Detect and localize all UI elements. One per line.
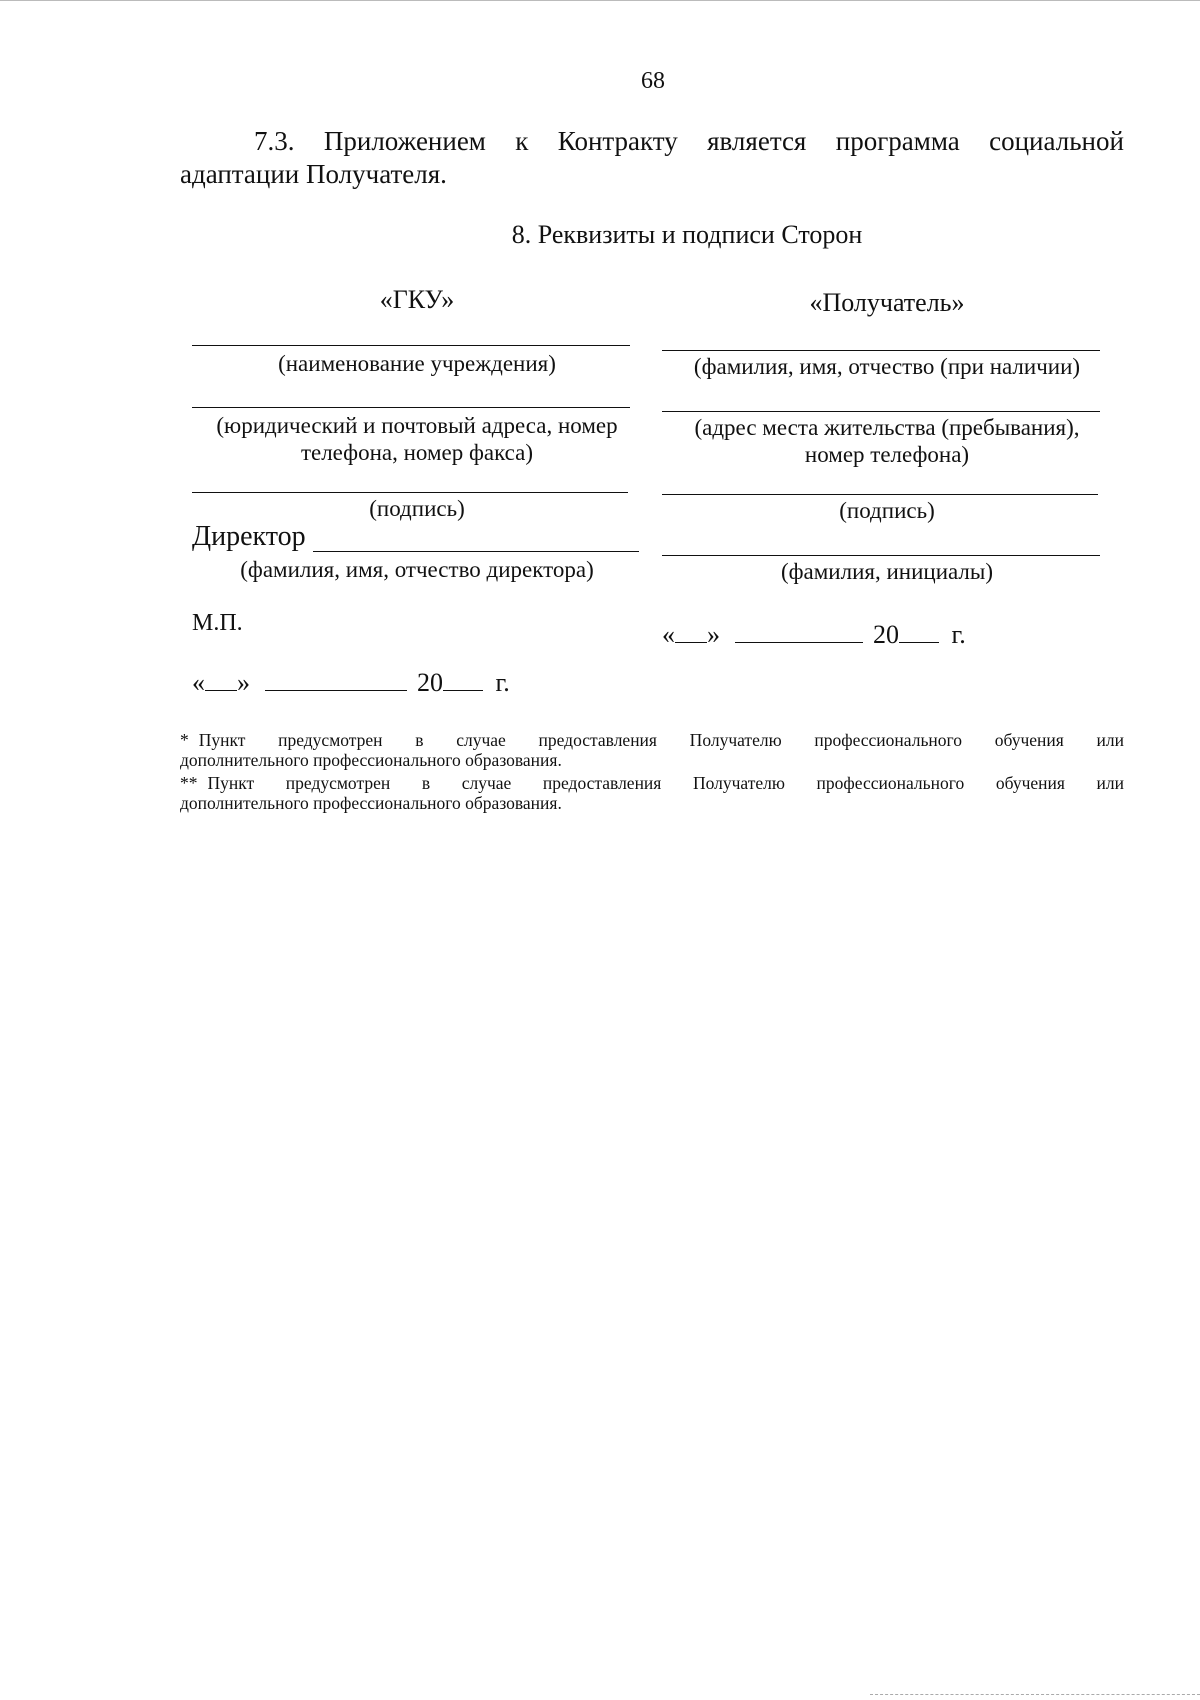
paragraph-7-3-line2: адаптации Получателя.	[180, 159, 447, 189]
gku-address-caption-line2: телефона, номер факса)	[300, 440, 534, 465]
footnote-marker: *	[180, 730, 189, 750]
recipient-heading: «Получатель»	[809, 288, 965, 317]
recipient-address-caption-line2: номер телефона)	[804, 442, 970, 467]
paragraph-word: программа	[835, 126, 960, 156]
recipient-signature-caption: (подпись)	[839, 498, 935, 523]
date-year-blank	[443, 668, 483, 691]
date-year-suffix: г.	[951, 620, 966, 649]
section-8-title: 8. Реквизиты и подписи Сторон	[511, 220, 863, 249]
director-label: Директор	[192, 521, 306, 552]
date-open-quote: «	[192, 668, 205, 697]
date-day-blank	[205, 668, 237, 691]
recipient-date	[662, 620, 966, 650]
date-year-suffix: г.	[495, 668, 510, 697]
footnote-text-line2: дополнительного профессионального образования.	[180, 793, 562, 813]
gku-name-line	[192, 345, 630, 346]
director-caption: (фамилия, имя, отчество директора)	[240, 557, 594, 582]
scan-top-edge	[0, 0, 1200, 1]
director-name-line	[313, 551, 639, 552]
date-close-quote: »	[707, 620, 720, 649]
date-close-quote: »	[237, 668, 250, 697]
paragraph-word: является	[707, 126, 807, 156]
recipient-address-caption	[660, 414, 1114, 468]
date-month-blank	[735, 620, 863, 643]
paragraph-word: Контракту	[557, 126, 678, 156]
date-year-blank	[899, 620, 939, 643]
page-number: 68	[641, 68, 665, 94]
date-month-blank	[265, 668, 407, 691]
date-year-prefix: 20	[417, 668, 443, 697]
paragraph-word: 7.3.	[254, 126, 295, 156]
gku-address-caption-line1: (юридический и почтовый адреса, номер	[216, 413, 618, 438]
gku-signature-line	[192, 492, 628, 493]
recipient-address-caption-line1: (адрес места жительства (пребывания),	[694, 415, 1080, 440]
gku-address-line	[192, 407, 630, 408]
date-open-quote: «	[662, 620, 675, 649]
footnote-1	[180, 730, 1124, 770]
footnote-2-line1	[180, 773, 1124, 793]
paragraph-7-3	[180, 125, 1124, 191]
paragraph-word: к	[515, 126, 529, 156]
footnote-text-line1: Пункт предусмотрен в случае предоставления Получателю профессионального обучения или	[198, 730, 1124, 750]
footnote-text-line2: дополнительного профессионального образования.	[180, 750, 562, 770]
gku-address-caption	[192, 412, 642, 466]
paragraph-word: социальной	[989, 126, 1124, 156]
recipient-signature-line	[662, 494, 1098, 495]
footnote-marker: **	[180, 773, 198, 793]
seal-label: М.П.	[192, 610, 243, 636]
footnote-1-line1	[180, 730, 1124, 750]
footnote-text-line1: Пункт предусмотрен в случае предоставления Получателю профессионального обучения или	[207, 773, 1124, 793]
gku-date	[192, 668, 510, 698]
date-year-prefix: 20	[873, 620, 899, 649]
recipient-initials-line	[662, 555, 1100, 556]
recipient-initials-caption: (фамилия, инициалы)	[780, 559, 994, 584]
gku-heading: «ГКУ»	[379, 285, 455, 314]
footnotes	[180, 730, 1124, 816]
scan-bottom-edge	[870, 1694, 1200, 1697]
recipient-name-line	[662, 350, 1100, 351]
recipient-address-line	[662, 411, 1100, 412]
date-day-blank	[675, 620, 707, 643]
footnote-2	[180, 773, 1124, 813]
paragraph-word: Приложением	[323, 126, 486, 156]
paragraph-7-3-line1	[180, 125, 1124, 158]
gku-name-caption: (наименование учреждения)	[278, 351, 556, 376]
gku-signature-caption: (подпись)	[369, 496, 465, 521]
recipient-name-caption: (фамилия, имя, отчество (при наличии)	[693, 354, 1081, 379]
